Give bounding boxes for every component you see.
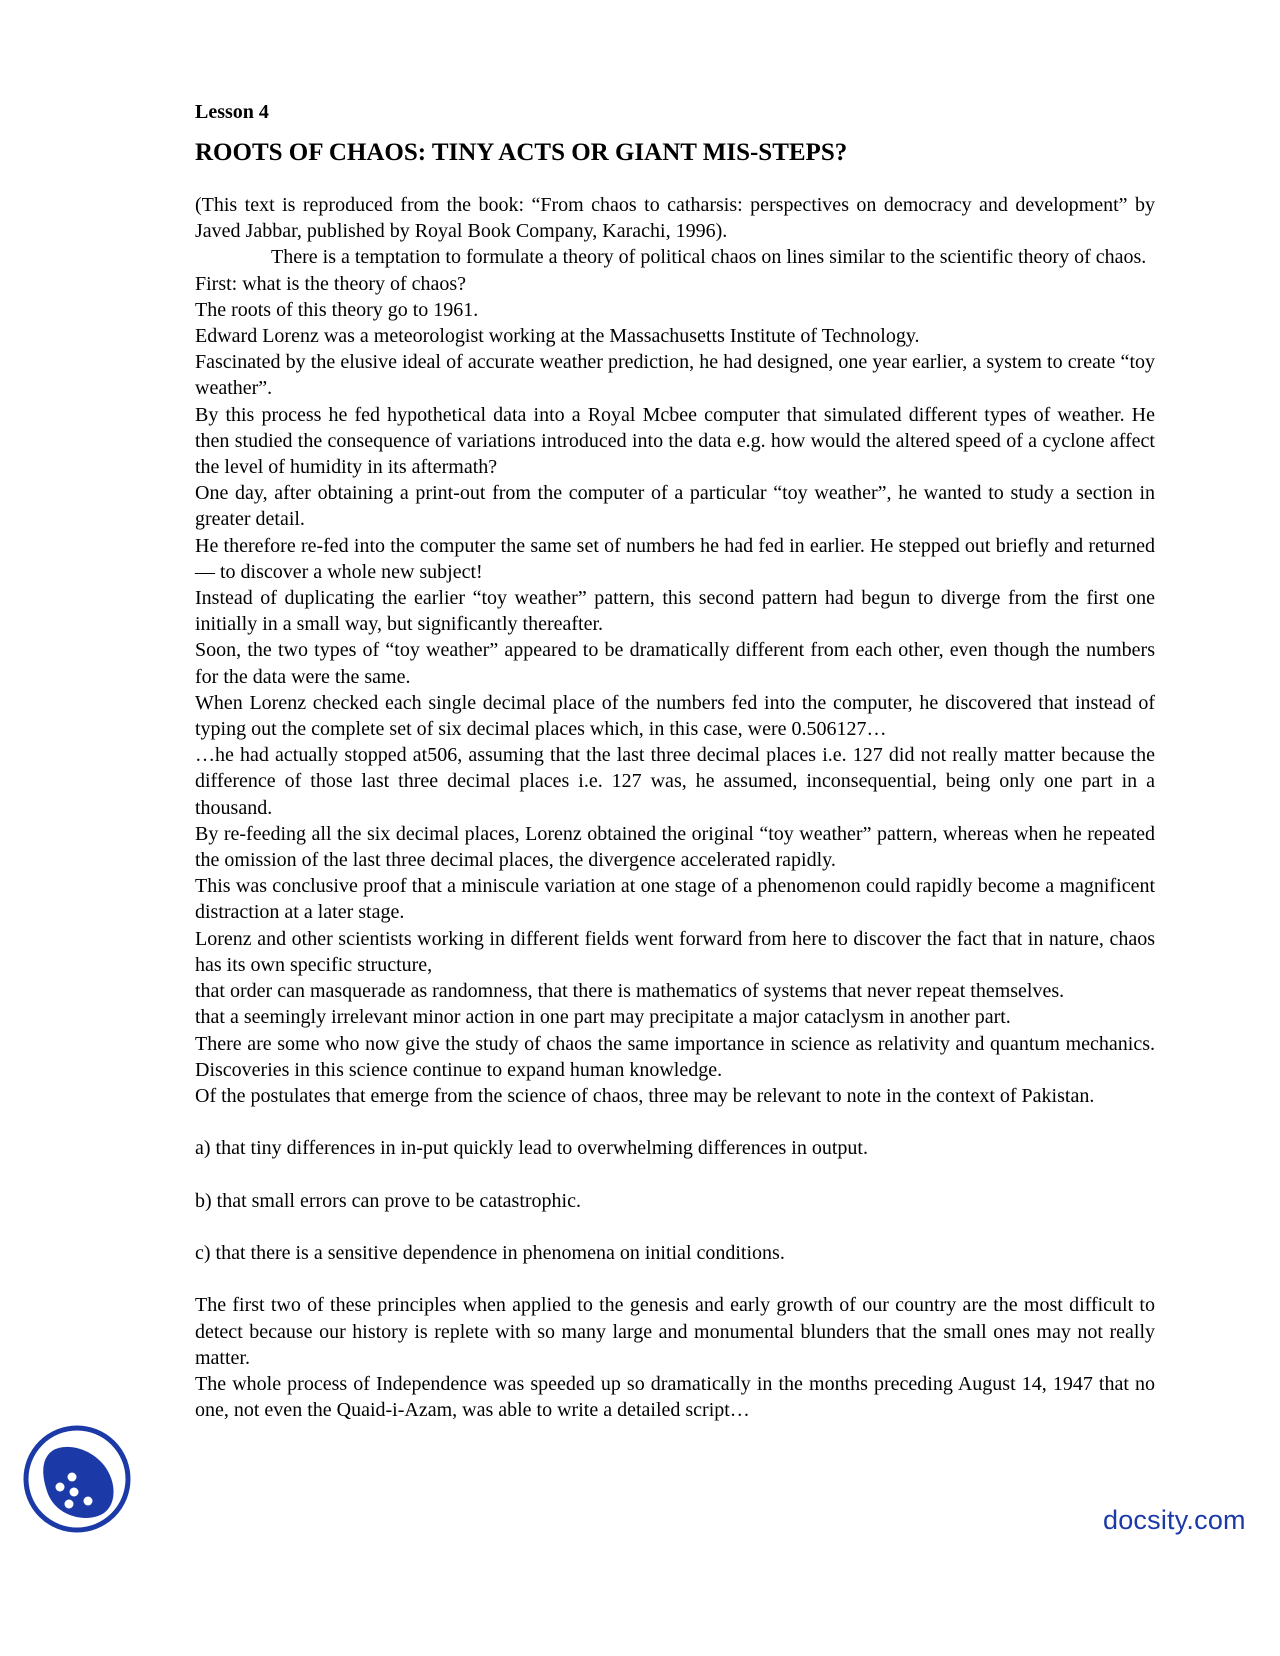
spacer	[195, 1266, 1155, 1292]
spacer	[195, 1162, 1155, 1188]
paragraph-fascinated: Fascinated by the elusive ideal of accurate weather prediction, he had designed, one year earlier, a system to create “toy weather”.	[195, 351, 1155, 400]
docsity-logo-icon[interactable]	[22, 1424, 132, 1534]
paragraph-proof: This was conclusive proof that a miniscule variation at one stage of a phenomenon could rapidly become a magnificent distraction at a later stage.	[195, 875, 1155, 924]
paragraph-process: By this process he fed hypothetical data into a Royal Mcbee computer that simulated different types of weather. He then studied the consequence of variations introduced into the data e.g. how would the altered speed of a cyclone affect the level of humidity in its aftermath?	[195, 403, 1155, 479]
paragraph-postulates: Of the postulates that emerge from the science of chaos, three may be relevant to note in the context of Pakistan.	[195, 1084, 1095, 1107]
list-item-c: c) that there is a sensitive dependence in phenomena on initial conditions.	[195, 1242, 785, 1265]
paragraph-instead: Instead of duplicating the earlier “toy weather” pattern, this second pattern had begun to diverge from the first one initially in a small way, but significantly thereafter.	[195, 587, 1155, 636]
paragraph-temptation: There is a temptation to formulate a theory of political chaos on lines similar to the scientific theory of chaos.	[271, 246, 1147, 269]
paragraph-stopped: …he had actually stopped at506, assuming that the last three decimal places i.e. 127 did not really matter because the difference of those last three decimal places i.e. 127 was, he assumed, inconsequential, being only one part in a thousand.	[195, 744, 1155, 819]
paragraph-roots: The roots of this theory go to 1961.	[195, 298, 479, 321]
document-body	[195, 192, 1155, 1423]
lesson-label: Lesson 4	[195, 101, 269, 123]
paragraph-refed: He therefore re-fed into the computer the same set of numbers he had fed in earlier. He stepped out briefly and returned — to discover a whole new subject!	[195, 534, 1155, 583]
document-content	[195, 100, 1155, 1423]
paragraph-source-note: (This text is reproduced from the book: “From chaos to catharsis: perspectives on democracy and development” by Javed Jabbar, published by Royal Book Company, Karachi, 1996).	[195, 194, 1155, 243]
paragraph-one-day: One day, after obtaining a print-out from the computer of a particular “toy weather”, he wanted to study a section in greater detail.	[195, 482, 1155, 531]
paragraph-order: that order can masquerade as randomness, that there is mathematics of systems that never repeat themselves.	[195, 980, 1065, 1003]
spacer	[195, 1109, 1155, 1135]
paragraph-scientists: Lorenz and other scientists working in different fields went forward from here to discover the fact that in nature, chaos has its own specific structure,	[195, 927, 1155, 976]
paragraph-lorenz: Edward Lorenz was a meteorologist working at the Massachusetts Institute of Technology.	[195, 325, 920, 348]
paragraph-importance: There are some who now give the study of chaos the same importance in science as relativity and quantum mechanics. Discoveries in this science continue to expand human knowledge.	[195, 1032, 1155, 1081]
list-item-a: a) that tiny differences in in-put quickly lead to overwhelming differences in output.	[195, 1137, 868, 1160]
paragraph-independence: The whole process of Independence was speeded up so dramatically in the months preceding August 14, 1947 that no one, not even the Quaid-i-Azam, was able to write a detailed script…	[195, 1373, 1155, 1422]
paragraph-soon: Soon, the two types of “toy weather” appeared to be dramatically different from each other, even though the numbers for the data were the same.	[195, 639, 1155, 688]
list-item-b: b) that small errors can prove to be catastrophic.	[195, 1189, 581, 1212]
paragraph-minor-action: that a seemingly irrelevant minor action in one part may precipitate a major cataclysm in another part.	[195, 1006, 1011, 1029]
spacer	[195, 1214, 1155, 1240]
paragraph-refeeding: By re-feeding all the six decimal places, Lorenz obtained the original “toy weather” pattern, whereas when he repeated the omission of the last three decimal places, the divergence accelerated rapidly.	[195, 822, 1155, 872]
paragraph-principles: The first two of these principles when applied to the genesis and early growth of our country are the most difficult to detect because our history is replete with so many large and monumental blunders that the small ones may not really matter.	[195, 1294, 1155, 1369]
document-title: ROOTS OF CHAOS: TINY ACTS OR GIANT MIS-STEPS?	[195, 139, 848, 166]
paragraph-question: First: what is the theory of chaos?	[195, 272, 467, 295]
paragraph-checked: When Lorenz checked each single decimal place of the numbers fed into the computer, he discovered that instead of typing out the complete set of six decimal places which, in this case, were 0.506127…	[195, 691, 1155, 741]
docsity-brand-link[interactable]: docsity.com	[1103, 1505, 1246, 1535]
